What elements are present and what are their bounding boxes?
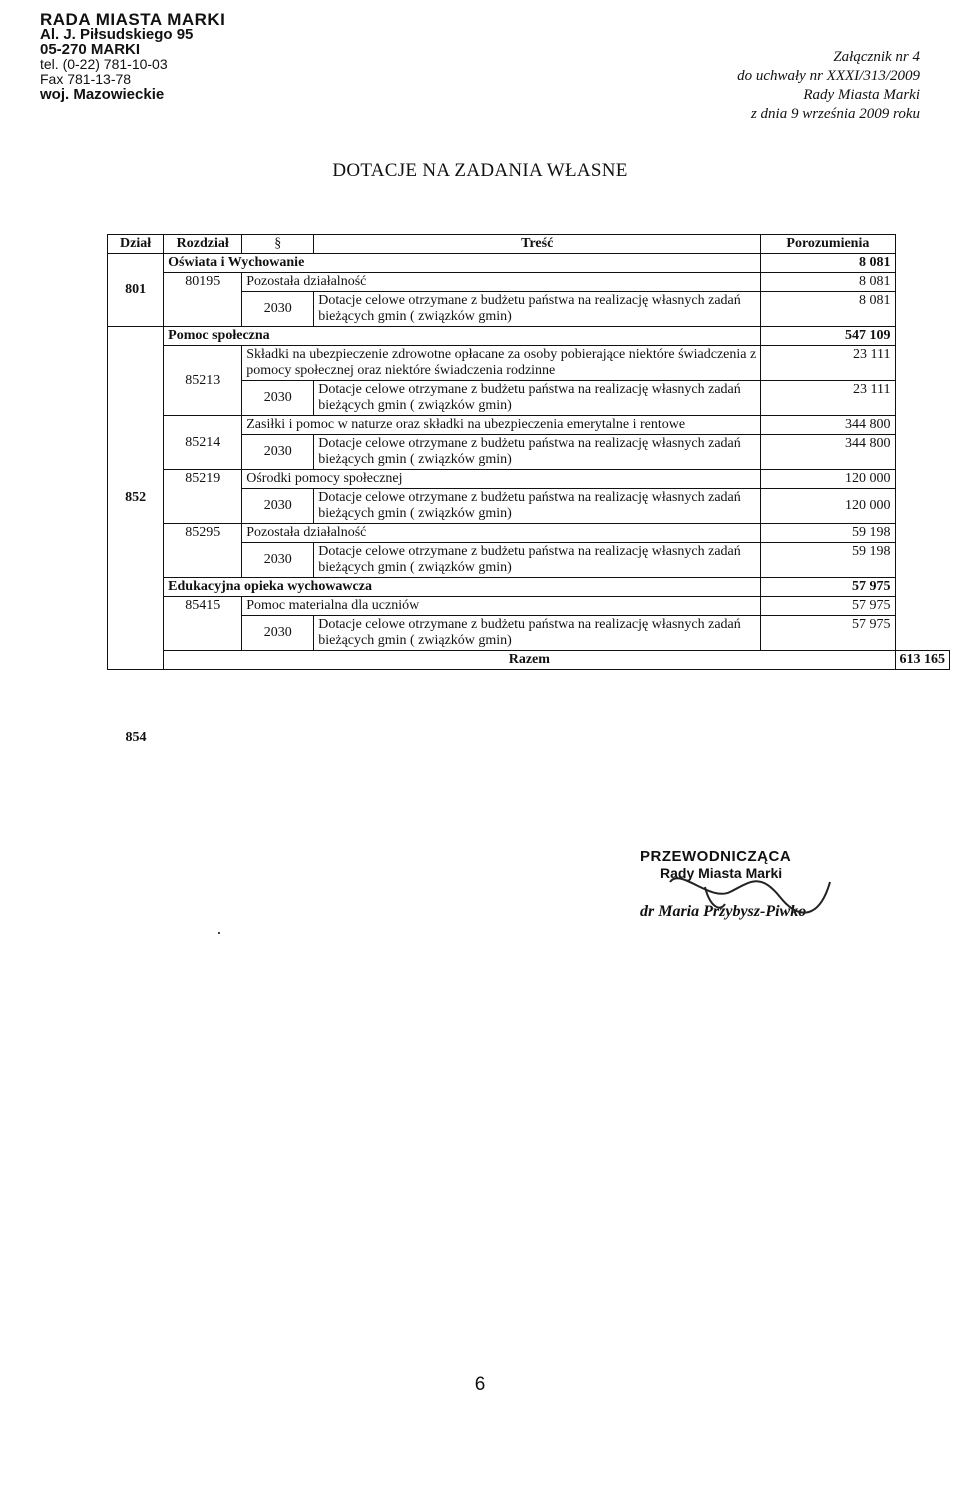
paragraf-code: 2030	[242, 543, 314, 578]
section-value: 8 081	[761, 254, 895, 273]
annex-line-1: Załącznik nr 4	[833, 49, 920, 65]
rozdzial-head: Pozostała działalność	[242, 524, 761, 543]
section-value: 57 975	[761, 578, 895, 597]
paragraf-code: 2030	[242, 381, 314, 416]
paragraf-text: Dotacje celowe otrzymane z budżetu państwa na realizację własnych zadań bieżących gmin ( związków gmin)	[314, 381, 761, 416]
signature-block	[640, 848, 890, 921]
rozdzial-head-value: 344 800	[761, 416, 895, 435]
paragraf-value: 344 800	[761, 435, 895, 470]
rozdzial-head: Składki na ubezpieczenie zdrowotne opłacane za osoby pobierające niektóre świadczenia z pomocy społecznej oraz niektóre świadczenia rodzinne	[242, 346, 761, 381]
table-row	[108, 254, 950, 273]
annex-reference	[540, 48, 920, 124]
table-row	[108, 273, 950, 292]
header-rozdzial: Rozdział	[164, 235, 242, 254]
header-paragraf: §	[242, 235, 314, 254]
table-row	[108, 346, 950, 381]
rozdzial-head-value: 23 111	[761, 346, 895, 381]
rozdzial-code: 85415	[164, 597, 242, 651]
paragraf-code: 2030	[242, 292, 314, 327]
header-dzial: Dział	[108, 235, 164, 254]
table-row	[108, 470, 950, 489]
table-row	[108, 327, 950, 346]
paragraf-value: 8 081	[761, 292, 895, 327]
table-row	[108, 578, 950, 597]
total-value: 613 165	[895, 651, 950, 670]
handwritten-signature-icon	[650, 862, 850, 922]
header-porozumienia: Porozumienia	[761, 235, 895, 254]
sender-phone: tel. (0-22) 781-10-03	[40, 56, 168, 72]
rozdzial-head-value: 57 975	[761, 597, 895, 616]
signature-body: Rady Miasta Marki	[660, 865, 783, 881]
sender-letterhead	[40, 12, 300, 102]
subsidies-table	[107, 234, 950, 670]
section-value: 547 109	[761, 327, 895, 346]
header-tresc: Treść	[314, 235, 761, 254]
section-label: Oświata i Wychowanie	[164, 254, 761, 273]
rozdzial-code: 85213	[164, 346, 242, 416]
paragraf-text: Dotacje celowe otrzymane z budżetu państwa na realizację własnych zadań bieżących gmin ( związków gmin)	[314, 543, 761, 578]
dzial-code: 852	[108, 327, 164, 670]
paragraf-code: 2030	[242, 435, 314, 470]
rozdzial-head: Zasiłki i pomoc w naturze oraz składki na ubezpieczenia emerytalne i rentowe	[242, 416, 761, 435]
paragraf-text: Dotacje celowe otrzymane z budżetu państwa na realizację własnych zadań bieżących gmin ( związków gmin)	[314, 616, 761, 651]
rozdzial-head-value: 120 000	[761, 470, 895, 489]
paragraf-value: 59 198	[761, 543, 895, 578]
annex-line-2: do uchwały nr XXXI/313/2009	[737, 68, 920, 84]
dzial-854-code: 854	[107, 728, 165, 748]
paragraf-text: Dotacje celowe otrzymane z budżetu państwa na realizację własnych zadań bieżących gmin ( związków gmin)	[314, 435, 761, 470]
rozdzial-head: Ośrodki pomocy społecznej	[242, 470, 761, 489]
page-number: 6	[474, 1374, 486, 1395]
signature-role: PRZEWODNICZĄCA	[640, 848, 792, 865]
annex-line-4: z dnia 9 września 2009 roku	[750, 106, 920, 122]
section-label: Edukacyjna opieka wychowawcza	[164, 578, 761, 597]
paragraf-text: Dotacje celowe otrzymane z budżetu państwa na realizację własnych zadań bieżących gmin ( związków gmin)	[314, 489, 761, 524]
paragraf-code: 2030	[242, 616, 314, 651]
section-label: Pomoc społeczna	[164, 327, 761, 346]
paragraf-code: 2030	[242, 489, 314, 524]
rozdzial-head: Pomoc materialna dla uczniów	[242, 597, 761, 616]
scan-dot	[218, 932, 220, 934]
signature-person: dr Maria Przybysz-Piwko	[640, 903, 807, 920]
document-title: DOTACJE NA ZADANIA WŁASNE	[332, 160, 628, 181]
rozdzial-code: 85295	[164, 524, 242, 578]
rozdzial-code: 85219	[164, 470, 242, 524]
rozdzial-head: Pozostała działalność	[242, 273, 761, 292]
table-row	[108, 597, 950, 616]
total-row	[108, 651, 950, 670]
sender-fax: Fax 781-13-78	[40, 71, 132, 87]
rozdzial-code: 85214	[164, 416, 242, 470]
rozdzial-head-value: 59 198	[761, 524, 895, 543]
annex-line-3: Rady Miasta Marki	[803, 87, 920, 103]
rozdzial-code: 80195	[164, 273, 242, 327]
paragraf-value: 120 000	[761, 489, 895, 524]
dzial-code: 801	[108, 254, 164, 327]
table-row	[108, 524, 950, 543]
total-label: Razem	[164, 651, 895, 670]
table-row	[108, 416, 950, 435]
sender-name: RADA MIASTA MARKI	[40, 10, 226, 29]
rozdzial-head-value: 8 081	[761, 273, 895, 292]
sender-region: woj. Mazowieckie	[40, 86, 165, 103]
sender-postal: 05-270 MARKI	[40, 41, 141, 58]
paragraf-text: Dotacje celowe otrzymane z budżetu państwa na realizację własnych zadań bieżących gmin ( związków gmin)	[314, 292, 761, 327]
paragraf-value: 57 975	[761, 616, 895, 651]
table-header-row	[108, 235, 950, 254]
sender-street: Al. J. Piłsudskiego 95	[40, 26, 194, 43]
paragraf-value: 23 111	[761, 381, 895, 416]
